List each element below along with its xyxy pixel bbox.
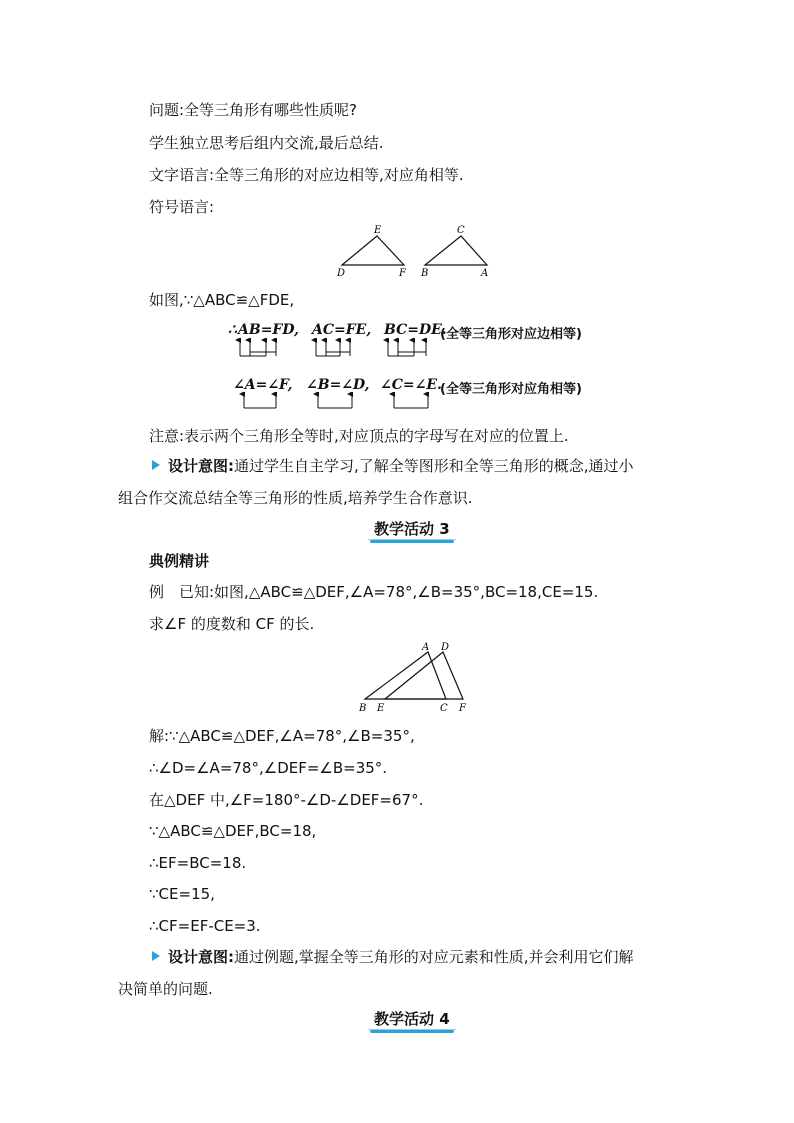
solution-line-7: ∴CF=EF-CE=3.: [149, 917, 261, 935]
activity-3-title: [374, 518, 450, 539]
design-intent-1: [168, 456, 634, 476]
activity-4-label: 教学活动 4: [374, 1010, 450, 1028]
side-eq-2: AC=FE,: [312, 322, 372, 338]
angle-correspondence-arrows: [230, 392, 450, 412]
text-language: 文字语言:全等三角形的对应边相等,对应角相等.: [149, 166, 464, 184]
label-d: D: [337, 268, 346, 279]
label-a: A: [481, 268, 489, 279]
angle-eq-1: ∠A=∠F,: [233, 377, 293, 393]
angle-eq-3: ∠C=∠E.: [380, 377, 442, 393]
question-text: 问题:全等三角形有哪些性质呢?: [149, 101, 358, 119]
label-d2: D: [441, 642, 450, 653]
symbol-language: 符号语言:: [149, 198, 215, 216]
triangles-figure-1: [330, 222, 500, 282]
triangles-figure-2: [352, 640, 482, 715]
solution-line-1: 解:∵△ABC≌△DEF,∠A=78°,∠B=35°,: [149, 727, 415, 745]
solution-line-3: 在△DEF 中,∠F=180°-∠D-∠DEF=67°.: [149, 791, 424, 809]
triangle-def: [342, 236, 404, 265]
activity-4-title: [374, 1008, 450, 1029]
solution-line-6: ∵CE=15,: [149, 885, 215, 903]
label-c: C: [457, 225, 465, 236]
side-eq-3: BC=DE.: [384, 322, 447, 338]
side-eq-1: AB=FD,: [238, 322, 299, 338]
student-text: 学生独立思考后组内交流,最后总结.: [149, 134, 384, 152]
example-heading: 典例精讲: [149, 552, 210, 570]
activity-3-underline: [370, 540, 454, 543]
label-e: E: [374, 225, 382, 236]
label-f: F: [399, 268, 406, 279]
therefore-sign: ∴: [228, 322, 237, 338]
attention-note: 注意:表示两个三角形全等时,对应顶点的字母写在对应的位置上.: [149, 427, 569, 445]
design-intent-text-1: 通过学生自主学习,了解全等图形和全等三角形的概念,通过小: [234, 457, 634, 475]
label-c2: C: [440, 703, 448, 714]
label-b2: B: [359, 703, 367, 714]
triangle-bca: [425, 236, 487, 265]
design-intent-2: [168, 947, 634, 967]
example-line-1: 例 已知:如图,△ABC≌△DEF,∠A=78°,∠B=35°,BC=18,CE=15.: [149, 583, 599, 601]
solution-line-5: ∴EF=BC=18.: [149, 854, 247, 872]
activity-3-label: 教学活动 3: [374, 520, 450, 538]
label-b: B: [421, 268, 429, 279]
label-a2: A: [422, 642, 430, 653]
sides-note: (全等三角形对应边相等): [440, 327, 582, 342]
design-intent-label-2: 设计意图:: [168, 948, 234, 966]
label-f2: F: [459, 703, 466, 714]
design-intent-text-2: 通过例题,掌握全等三角形的对应元素和性质,并会利用它们解: [234, 948, 634, 966]
design-intent-label: 设计意图:: [168, 457, 234, 475]
given-statement: 如图,∵△ABC≌△FDE,: [149, 291, 295, 309]
solution-line-4: ∵△ABC≌△DEF,BC=18,: [149, 822, 317, 840]
design-intent-1-cont: 组合作交流总结全等三角形的性质,培养学生合作意识.: [118, 489, 473, 507]
play-marker-icon: [152, 460, 160, 470]
side-correspondence-arrows: [230, 338, 450, 362]
angle-eq-2: ∠B=∠D,: [306, 377, 370, 393]
play-marker-icon-2: [152, 951, 160, 961]
label-e2: E: [377, 703, 385, 714]
angles-note: (全等三角形对应角相等): [440, 382, 582, 397]
design-intent-2-cont: 决简单的问题.: [118, 980, 213, 998]
activity-4-underline: [370, 1030, 454, 1033]
example-line-2: 求∠F 的度数和 CF 的长.: [149, 615, 315, 633]
solution-line-2: ∴∠D=∠A=78°,∠DEF=∠B=35°.: [149, 759, 388, 777]
